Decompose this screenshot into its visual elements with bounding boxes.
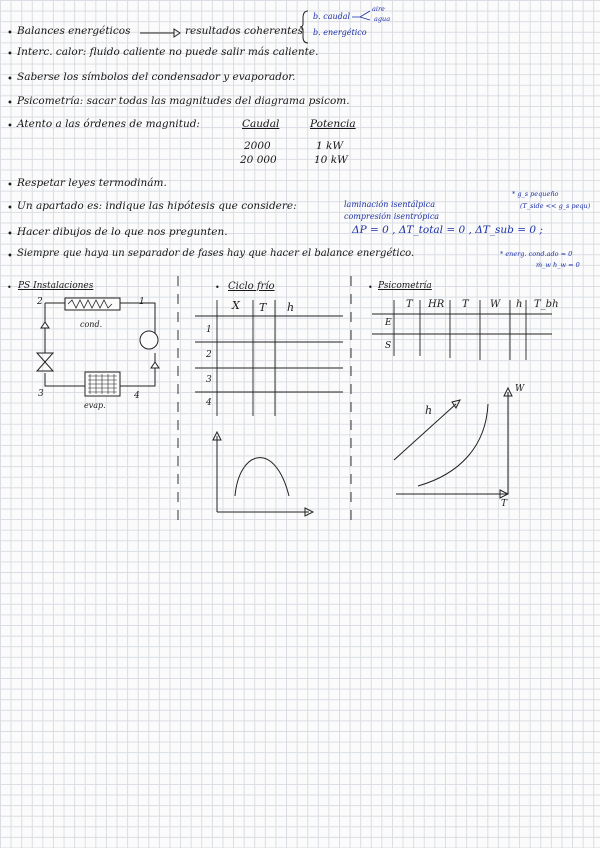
psico-header-w: W	[490, 299, 501, 310]
ps-node-3: 3	[38, 389, 44, 399]
ciclo-plot-sketch	[205, 432, 315, 518]
hyp-laminacion: laminación isentálpica	[344, 200, 435, 209]
note-respetar: Respetar leyes termodinám.	[17, 177, 167, 189]
ps-label-cond: cond.	[80, 320, 103, 329]
hyp-deltas: ΔP = 0 , ΔT_total = 0 , ΔT_sub = 0 ;	[352, 224, 543, 236]
bullet-psico: •	[368, 283, 373, 292]
psico-header-h: h	[516, 299, 523, 310]
refrigeration-cycle-diagram	[30, 298, 165, 413]
branch-energetico: b. energético	[313, 28, 367, 37]
bullet-ps: •	[7, 283, 12, 292]
psico-header-tbh: T_bh	[534, 299, 559, 310]
psico-row-s: S	[385, 341, 392, 351]
bullet-9: •	[7, 251, 13, 262]
divider-right	[349, 276, 353, 526]
bullet-2: •	[7, 49, 13, 60]
section-ciclo-title: Ciclo frío	[228, 281, 275, 292]
note-atento: Atento a las órdenes de magnitud:	[17, 118, 200, 130]
branch-agua: agua	[374, 15, 391, 23]
side-mw: ṁ_w h_w = 0	[536, 261, 580, 269]
side-tside: (T_side << g_s pequ)	[520, 202, 591, 210]
side-gs: * g_s pequeño	[512, 190, 559, 198]
note-psicometria: Psicometría: sacar todas las magnitudes del diagrama psicom.	[17, 95, 350, 107]
ciclo-header-t: T	[259, 301, 267, 314]
bullet-8: •	[7, 229, 13, 240]
ps-node-4: 4	[134, 391, 140, 401]
mag-row1-caudal: 2000	[244, 140, 271, 152]
psico-chart-w: W	[515, 384, 525, 394]
mag-row2-caudal: 20 000	[240, 154, 277, 166]
psico-row-e: E	[385, 318, 392, 328]
note-separador: Siempre que haya un separador de fases hay que hacer el balance energético.	[17, 248, 415, 259]
ciclo-table-grid	[195, 296, 345, 416]
bullet-5: •	[7, 121, 13, 132]
note-balances: Balances energéticos	[17, 25, 131, 37]
psicrometric-chart-sketch	[390, 386, 515, 501]
note-simbolos: Saberse los símbolos del condensador y evaporador.	[17, 71, 296, 83]
mag-row2-potencia: 10 kW	[314, 154, 348, 166]
note-dibujos: Hacer dibujos de lo que nos pregunten.	[17, 226, 228, 238]
split-arrow-icon	[352, 8, 372, 22]
bullet-7: •	[7, 203, 13, 214]
bullet-1: •	[7, 28, 13, 39]
psico-header-hr: HR	[428, 299, 445, 310]
hyp-compresion: compresión isentrópica	[344, 212, 440, 221]
bullet-ciclo: •	[215, 283, 220, 292]
ciclo-row-2: 2	[206, 350, 212, 360]
ciclo-row-4: 4	[206, 398, 212, 408]
mag-col-caudal: Caudal	[242, 118, 280, 130]
section-ps-title: PS Instalaciones	[18, 281, 94, 291]
mag-col-potencia: Potencia	[310, 118, 356, 130]
mag-row1-potencia: 1 kW	[316, 140, 344, 152]
ciclo-header-x: X	[232, 299, 240, 312]
brace-icon	[300, 10, 310, 44]
psico-chart-t: T	[501, 499, 508, 509]
note-apartado: Un apartado es: indique las hipótesis que considere:	[17, 200, 297, 212]
section-psico-title: Psicometría	[378, 281, 432, 291]
divider-left	[176, 276, 180, 526]
psico-chart-h: h	[425, 404, 433, 417]
bullet-4: •	[7, 98, 13, 109]
ps-label-evap: evap.	[84, 401, 106, 410]
branch-caudal: b. caudal	[313, 12, 351, 21]
psico-header-t2: T	[462, 299, 469, 310]
arrow-icon	[140, 28, 180, 38]
note-interc: Interc. calor: fluido caliente no puede salir más caliente.	[17, 46, 319, 58]
bullet-6: •	[7, 180, 13, 191]
ciclo-row-3: 3	[206, 375, 212, 385]
ciclo-row-1: 1	[206, 325, 212, 335]
bullet-3: •	[7, 74, 13, 85]
side-energ: * energ. cond.ado ≈ 0	[500, 250, 573, 258]
ps-node-1: 1	[139, 297, 145, 307]
ciclo-header-h: h	[287, 301, 295, 314]
psico-header-t1: T	[406, 299, 413, 310]
note-resultados: resultados coherentes	[185, 25, 303, 37]
ps-node-2: 2	[37, 297, 43, 307]
branch-aire: aire	[372, 5, 385, 13]
